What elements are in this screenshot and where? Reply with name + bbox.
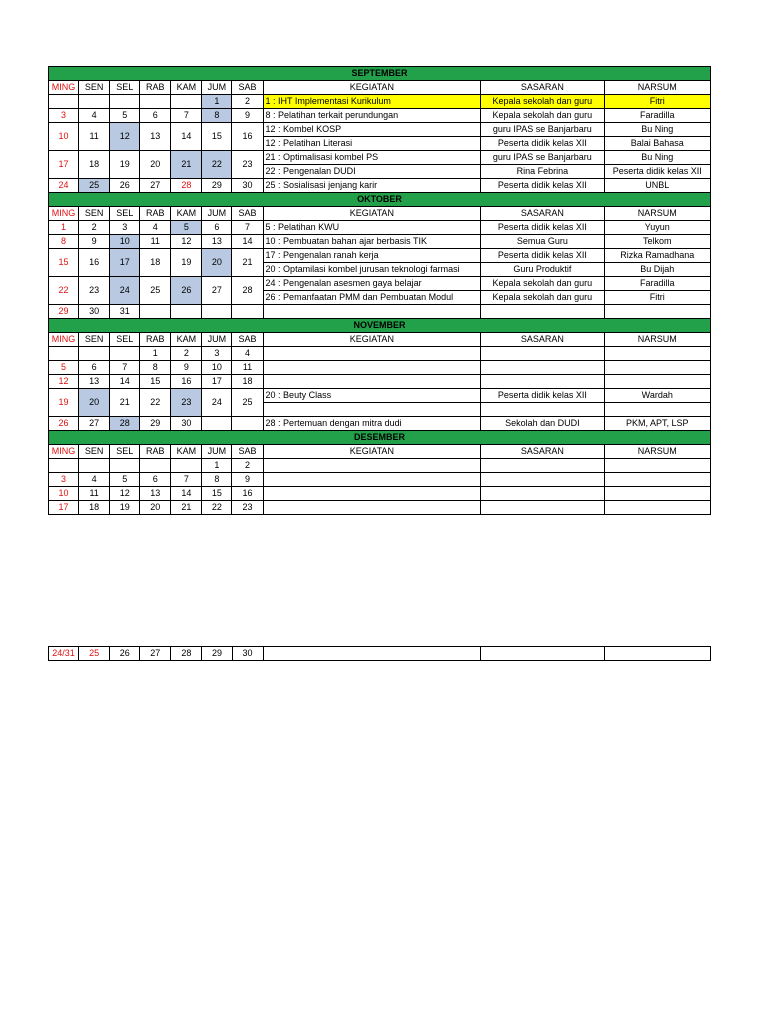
header-cell: SAB: [232, 445, 263, 459]
week-row: [49, 473, 711, 487]
month-title: SEPTEMBER: [49, 67, 711, 81]
day-cell: 28: [110, 417, 140, 431]
narsum-cell: [604, 459, 710, 473]
day-cell: 5: [171, 221, 202, 235]
day-cell: 7: [171, 473, 202, 487]
day-cell: 27: [140, 647, 171, 661]
header-cell: SEN: [79, 207, 110, 221]
day-cell: 29: [202, 647, 232, 661]
week-row: [49, 501, 711, 515]
day-cell: 15: [49, 249, 79, 277]
day-cell: 24: [110, 277, 140, 305]
day-cell: [232, 305, 263, 319]
day-cell: 24: [49, 179, 79, 193]
day-cell: 26: [49, 417, 79, 431]
kegiatan-cell: 5 : Pelatihan KWU: [263, 221, 481, 235]
sasaran-cell: Peserta didik kelas XII: [481, 137, 604, 151]
day-cell: 3: [202, 347, 232, 361]
day-cell: 30: [232, 179, 263, 193]
kegiatan-cell: 12 : Kombel KOSP: [263, 123, 481, 137]
day-cell: [49, 95, 79, 109]
week-row: [49, 375, 711, 389]
day-cell: 24: [202, 389, 232, 417]
day-cell: 23: [79, 277, 110, 305]
kegiatan-cell: 26 : Pemanfaatan PMM dan Pembuatan Modul: [263, 291, 481, 305]
narsum-cell: Peserta didik kelas XII: [604, 165, 710, 179]
header-cell: SEN: [79, 333, 110, 347]
header-cell: KAM: [171, 207, 202, 221]
day-cell: [171, 305, 202, 319]
day-cell: [110, 459, 140, 473]
day-cell: 4: [79, 109, 110, 123]
week-row: [49, 235, 711, 249]
day-cell: 13: [140, 123, 171, 151]
day-cell: 25: [79, 179, 110, 193]
header-cell: KEGIATAN: [263, 445, 481, 459]
header-cell: RAB: [140, 445, 171, 459]
header-cell: SEN: [79, 81, 110, 95]
day-cell: 9: [232, 109, 263, 123]
day-cell: [79, 95, 110, 109]
day-cell: 10: [202, 361, 232, 375]
header-cell: SASARAN: [481, 207, 604, 221]
header-cell: SAB: [232, 333, 263, 347]
header-cell: SASARAN: [481, 333, 604, 347]
day-cell: 9: [171, 361, 202, 375]
day-cell: 4: [140, 221, 171, 235]
day-cell: 17: [49, 501, 79, 515]
sasaran-cell: [481, 305, 604, 319]
day-cell: 23: [171, 389, 202, 417]
week-row: [49, 389, 711, 403]
day-cell: 31: [110, 305, 140, 319]
day-cell: 5: [110, 473, 140, 487]
kegiatan-cell: [263, 375, 481, 389]
day-cell: 11: [79, 487, 110, 501]
week-row: [49, 305, 711, 319]
narsum-cell: Rizka Ramadhana: [604, 249, 710, 263]
day-cell: 23: [232, 151, 263, 179]
day-cell: 2: [232, 95, 263, 109]
header-row: [49, 81, 711, 95]
header-row: [49, 445, 711, 459]
narsum-cell: [604, 361, 710, 375]
day-cell: [79, 459, 110, 473]
calendar-table: [48, 66, 711, 515]
day-cell: 21: [171, 151, 202, 179]
day-cell: 28: [171, 647, 202, 661]
day-cell: 16: [232, 123, 263, 151]
narsum-cell: [604, 487, 710, 501]
month-title: DESEMBER: [49, 431, 711, 445]
day-cell: 12: [110, 123, 140, 151]
day-cell: 8: [49, 235, 79, 249]
header-cell: RAB: [140, 81, 171, 95]
day-cell: 28: [171, 179, 202, 193]
day-cell: 27: [79, 417, 110, 431]
header-cell: NARSUM: [604, 81, 710, 95]
day-cell: 16: [171, 375, 202, 389]
day-cell: [140, 305, 171, 319]
day-cell: 29: [202, 179, 232, 193]
sasaran-cell: Semua Guru: [481, 235, 604, 249]
month-title: OKTOBER: [49, 193, 711, 207]
week-row: [49, 179, 711, 193]
week-row: [49, 647, 711, 661]
header-cell: JUM: [202, 207, 232, 221]
sasaran-cell: Peserta didik kelas XII: [481, 179, 604, 193]
week-row: [49, 109, 711, 123]
day-cell: 19: [171, 249, 202, 277]
header-cell: RAB: [140, 207, 171, 221]
day-cell: [171, 95, 202, 109]
header-cell: KEGIATAN: [263, 207, 481, 221]
header-cell: SEL: [110, 207, 140, 221]
kegiatan-cell: 25 : Sosialisasi jenjang karir: [263, 179, 481, 193]
narsum-cell: Faradilla: [604, 109, 710, 123]
day-cell: 18: [79, 501, 110, 515]
week-row: [49, 487, 711, 501]
header-cell: SAB: [232, 81, 263, 95]
day-cell: [171, 459, 202, 473]
day-cell: 29: [140, 417, 171, 431]
sasaran-cell: [481, 487, 604, 501]
sasaran-cell: [481, 375, 604, 389]
narsum-cell: Wardah: [604, 389, 710, 403]
day-cell: 28: [232, 277, 263, 305]
day-cell: 18: [79, 151, 110, 179]
day-cell: 20: [202, 249, 232, 277]
day-cell: 23: [232, 501, 263, 515]
week-row: [49, 123, 711, 137]
sasaran-cell: [481, 647, 604, 661]
month-title-row: [49, 431, 711, 445]
day-cell: 22: [202, 151, 232, 179]
header-cell: KAM: [171, 333, 202, 347]
narsum-cell: UNBL: [604, 179, 710, 193]
day-cell: 19: [110, 151, 140, 179]
narsum-cell: Bu Ning: [604, 151, 710, 165]
day-cell: 16: [79, 249, 110, 277]
sasaran-cell: [481, 459, 604, 473]
kegiatan-cell: 8 : Pelatihan terkait perundungan: [263, 109, 481, 123]
day-cell: 3: [49, 109, 79, 123]
week-row: [49, 417, 711, 431]
day-cell: 15: [202, 487, 232, 501]
kegiatan-cell: 28 : Pertemuan dengan mitra dudi: [263, 417, 481, 431]
header-cell: KEGIATAN: [263, 333, 481, 347]
header-cell: KEGIATAN: [263, 81, 481, 95]
calendar-last-row-table: [48, 646, 711, 661]
day-cell: 14: [110, 375, 140, 389]
week-row: [49, 277, 711, 291]
header-cell: NARSUM: [604, 445, 710, 459]
day-cell: [79, 347, 110, 361]
header-cell: SAB: [232, 207, 263, 221]
sasaran-cell: [481, 473, 604, 487]
kegiatan-cell: 12 : Pelatihan Literasi: [263, 137, 481, 151]
narsum-cell: [604, 501, 710, 515]
header-cell: SASARAN: [481, 81, 604, 95]
sasaran-cell: Peserta didik kelas XII: [481, 221, 604, 235]
day-cell: 4: [232, 347, 263, 361]
kegiatan-cell: [263, 487, 481, 501]
day-cell: 20: [79, 389, 110, 417]
day-cell: 8: [202, 109, 232, 123]
narsum-cell: [604, 305, 710, 319]
day-cell: 24/31: [49, 647, 79, 661]
header-row: [49, 333, 711, 347]
day-cell: 17: [110, 249, 140, 277]
sasaran-cell: Kepala sekolah dan guru: [481, 109, 604, 123]
day-cell: 21: [171, 501, 202, 515]
kegiatan-cell: 21 : Optimalisasi kombel PS: [263, 151, 481, 165]
day-cell: 5: [49, 361, 79, 375]
kegiatan-cell: [263, 501, 481, 515]
day-cell: 7: [232, 221, 263, 235]
sasaran-cell: Sekolah dan DUDI: [481, 417, 604, 431]
week-row: [49, 361, 711, 375]
day-cell: 11: [79, 123, 110, 151]
day-cell: 1: [202, 95, 232, 109]
day-cell: 1: [140, 347, 171, 361]
day-cell: [202, 417, 232, 431]
kegiatan-cell: [263, 473, 481, 487]
day-cell: 1: [49, 221, 79, 235]
day-cell: 22: [140, 389, 171, 417]
narsum-cell: Fitri: [604, 291, 710, 305]
narsum-cell: [604, 473, 710, 487]
day-cell: 18: [232, 375, 263, 389]
header-cell: SEN: [79, 445, 110, 459]
day-cell: 20: [140, 501, 171, 515]
header-cell: SEL: [110, 81, 140, 95]
day-cell: 26: [110, 647, 140, 661]
day-cell: 19: [49, 389, 79, 417]
sasaran-cell: guru IPAS se Banjarbaru: [481, 151, 604, 165]
sasaran-cell: guru IPAS se Banjarbaru: [481, 123, 604, 137]
day-cell: 13: [79, 375, 110, 389]
sasaran-cell: Kepala sekolah dan guru: [481, 291, 604, 305]
month-title-row: [49, 319, 711, 333]
week-row: [49, 459, 711, 473]
day-cell: [49, 459, 79, 473]
day-cell: 6: [140, 473, 171, 487]
header-cell: NARSUM: [604, 207, 710, 221]
sasaran-cell: Peserta didik kelas XII: [481, 389, 604, 403]
day-cell: 12: [110, 487, 140, 501]
day-cell: 11: [232, 361, 263, 375]
sasaran-cell: [481, 347, 604, 361]
narsum-cell: Balai Bahasa: [604, 137, 710, 151]
day-cell: 17: [49, 151, 79, 179]
narsum-cell: Bu Dijah: [604, 263, 710, 277]
kegiatan-cell: [263, 403, 481, 417]
sasaran-cell: Kepala sekolah dan guru: [481, 95, 604, 109]
sasaran-cell: Kepala sekolah dan guru: [481, 277, 604, 291]
header-cell: SEL: [110, 333, 140, 347]
header-cell: JUM: [202, 81, 232, 95]
day-cell: 14: [232, 235, 263, 249]
kegiatan-cell: 20 : Beuty Class: [263, 389, 481, 403]
day-cell: 7: [171, 109, 202, 123]
day-cell: 20: [140, 151, 171, 179]
kegiatan-cell: 20 : Optamilasi kombel jurusan teknologi farmasi: [263, 263, 481, 277]
day-cell: 6: [79, 361, 110, 375]
month-title-row: [49, 193, 711, 207]
day-cell: 9: [79, 235, 110, 249]
kegiatan-cell: 24 : Pengenalan asesmen gaya belajar: [263, 277, 481, 291]
narsum-cell: [604, 375, 710, 389]
day-cell: 11: [140, 235, 171, 249]
header-cell: SEL: [110, 445, 140, 459]
day-cell: 2: [232, 459, 263, 473]
day-cell: 27: [140, 179, 171, 193]
header-cell: MING: [49, 333, 79, 347]
day-cell: 12: [171, 235, 202, 249]
header-cell: JUM: [202, 445, 232, 459]
narsum-cell: Yuyun: [604, 221, 710, 235]
day-cell: 13: [140, 487, 171, 501]
day-cell: 13: [202, 235, 232, 249]
header-cell: MING: [49, 445, 79, 459]
narsum-cell: [604, 403, 710, 417]
kegiatan-cell: [263, 647, 481, 661]
day-cell: [140, 95, 171, 109]
day-cell: 8: [202, 473, 232, 487]
day-cell: 21: [232, 249, 263, 277]
week-row: [49, 347, 711, 361]
day-cell: 22: [202, 501, 232, 515]
day-cell: 29: [49, 305, 79, 319]
narsum-cell: [604, 647, 710, 661]
narsum-cell: Fitri: [604, 95, 710, 109]
day-cell: 30: [171, 417, 202, 431]
kegiatan-cell: 10 : Pembuatan bahan ajar berbasis TIK: [263, 235, 481, 249]
kegiatan-cell: 17 : Pengenalan ranah kerja: [263, 249, 481, 263]
day-cell: 26: [171, 277, 202, 305]
day-cell: 12: [49, 375, 79, 389]
day-cell: 17: [202, 375, 232, 389]
day-cell: 30: [232, 647, 263, 661]
sasaran-cell: [481, 361, 604, 375]
day-cell: 30: [79, 305, 110, 319]
header-cell: SASARAN: [481, 445, 604, 459]
day-cell: [110, 95, 140, 109]
day-cell: 18: [140, 249, 171, 277]
sasaran-cell: Guru Produktif: [481, 263, 604, 277]
header-cell: KAM: [171, 81, 202, 95]
day-cell: 4: [79, 473, 110, 487]
kegiatan-cell: [263, 305, 481, 319]
narsum-cell: Bu Ning: [604, 123, 710, 137]
day-cell: 1: [202, 459, 232, 473]
day-cell: 8: [140, 361, 171, 375]
day-cell: 9: [232, 473, 263, 487]
day-cell: 25: [79, 647, 110, 661]
day-cell: [202, 305, 232, 319]
day-cell: 7: [110, 361, 140, 375]
day-cell: 26: [110, 179, 140, 193]
day-cell: 14: [171, 487, 202, 501]
day-cell: 6: [140, 109, 171, 123]
kegiatan-cell: [263, 347, 481, 361]
day-cell: 14: [171, 123, 202, 151]
header-cell: RAB: [140, 333, 171, 347]
day-cell: 10: [49, 487, 79, 501]
day-cell: 10: [110, 235, 140, 249]
day-cell: 16: [232, 487, 263, 501]
day-cell: 21: [110, 389, 140, 417]
day-cell: 25: [232, 389, 263, 417]
day-cell: [232, 417, 263, 431]
day-cell: 22: [49, 277, 79, 305]
kegiatan-cell: [263, 361, 481, 375]
day-cell: 3: [110, 221, 140, 235]
narsum-cell: PKM, APT, LSP: [604, 417, 710, 431]
day-cell: 3: [49, 473, 79, 487]
kegiatan-cell: 22 : Pengenalan DUDI: [263, 165, 481, 179]
sasaran-cell: [481, 501, 604, 515]
narsum-cell: [604, 347, 710, 361]
sasaran-cell: Peserta didik kelas XII: [481, 249, 604, 263]
day-cell: 2: [79, 221, 110, 235]
day-cell: 2: [171, 347, 202, 361]
week-row: [49, 249, 711, 263]
week-row: [49, 151, 711, 165]
month-title: NOVEMBER: [49, 319, 711, 333]
day-cell: 6: [202, 221, 232, 235]
header-cell: NARSUM: [604, 333, 710, 347]
header-row: [49, 207, 711, 221]
header-cell: MING: [49, 81, 79, 95]
month-title-row: [49, 67, 711, 81]
day-cell: 15: [140, 375, 171, 389]
day-cell: [49, 347, 79, 361]
week-row: [49, 221, 711, 235]
day-cell: 25: [140, 277, 171, 305]
day-cell: 27: [202, 277, 232, 305]
sasaran-cell: Rina Febrina: [481, 165, 604, 179]
narsum-cell: Faradilla: [604, 277, 710, 291]
day-cell: 19: [110, 501, 140, 515]
kegiatan-cell: [263, 459, 481, 473]
sasaran-cell: [481, 403, 604, 417]
header-cell: JUM: [202, 333, 232, 347]
kegiatan-cell: 1 : IHT Implementasi Kurikulum: [263, 95, 481, 109]
header-cell: MING: [49, 207, 79, 221]
day-cell: 5: [110, 109, 140, 123]
day-cell: 15: [202, 123, 232, 151]
day-cell: 10: [49, 123, 79, 151]
day-cell: [110, 347, 140, 361]
narsum-cell: Telkom: [604, 235, 710, 249]
day-cell: [140, 459, 171, 473]
week-row: [49, 95, 711, 109]
header-cell: KAM: [171, 445, 202, 459]
